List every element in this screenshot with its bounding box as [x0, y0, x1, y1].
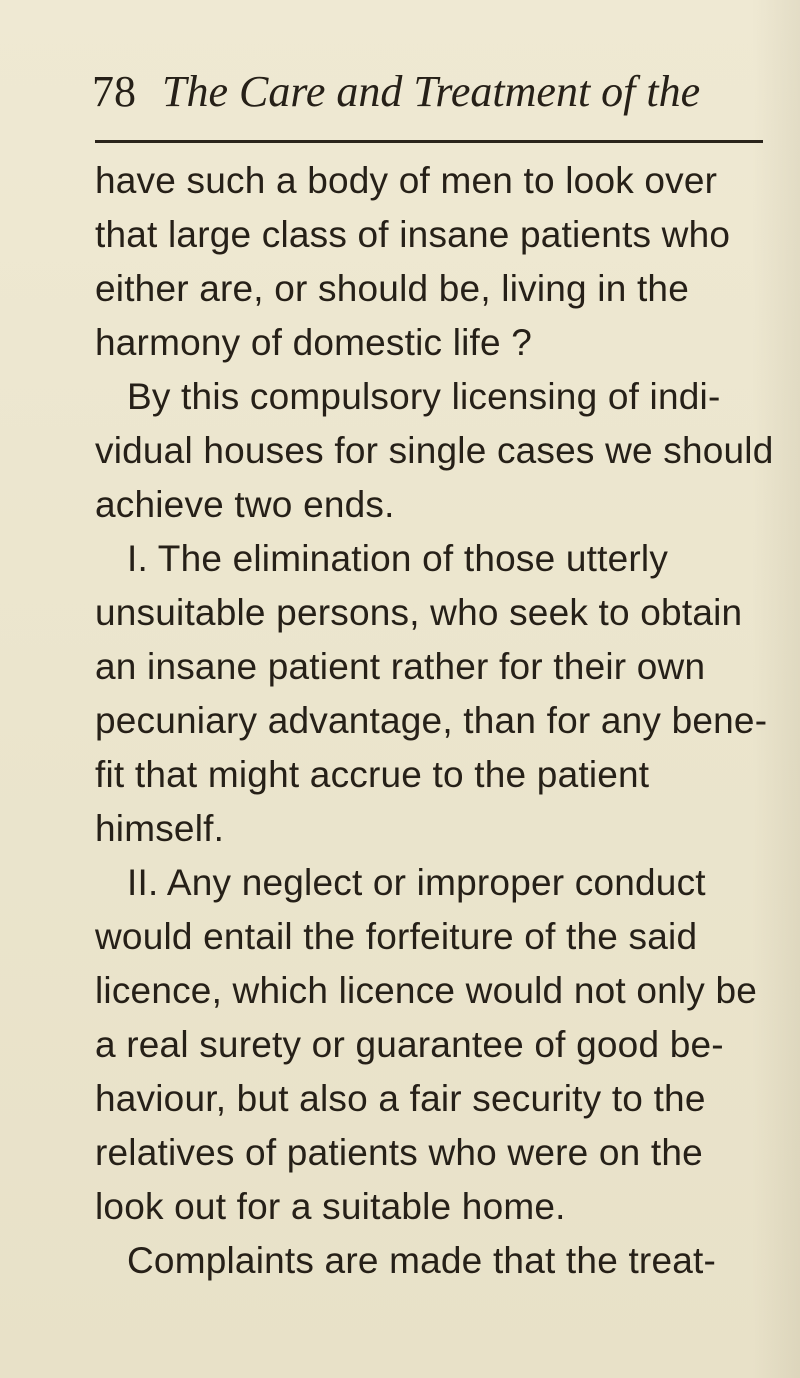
page-number: 78 [92, 67, 136, 116]
text-line: licence, which licence would not only be [95, 970, 758, 1011]
text-line: unsuitable persons, who seek to obtain [95, 592, 743, 633]
text-line: By this compulsory licensing of indi- [127, 376, 721, 417]
text-line: harmony of domestic life ? [95, 322, 533, 363]
text-line: vidual houses for single cases we should [95, 430, 774, 471]
text-line: Complaints are made that the treat- [127, 1240, 717, 1281]
text-line: would entail the forfeiture of the said [95, 916, 698, 957]
running-title: The Care and Treatment of the [162, 67, 701, 116]
running-head [92, 62, 764, 122]
text-line: either are, or should be, living in the [95, 268, 689, 309]
text-line: pecuniary advantage, than for any bene- [95, 700, 768, 741]
text-line: an insane patient rather for their own [95, 646, 706, 687]
text-line: that large class of insane patients who [95, 214, 731, 255]
text-line: look out for a suitable home. [95, 1186, 566, 1227]
header-rule [95, 140, 763, 143]
text-line: fit that might accrue to the patient [95, 754, 650, 795]
text-line: II. Any neglect or improper conduct [127, 862, 706, 903]
text-line: himself. [95, 808, 225, 849]
text-line: haviour, but also a fair security to the [95, 1078, 706, 1119]
text-line: I. The elimination of those utterly [127, 538, 669, 579]
text-line: have such a body of men to look over [95, 160, 718, 201]
text-line: a real surety or guarantee of good be- [95, 1024, 724, 1065]
text-line: relatives of patients who were on the [95, 1132, 703, 1173]
body-text [95, 154, 775, 1288]
text-line: achieve two ends. [95, 484, 395, 525]
